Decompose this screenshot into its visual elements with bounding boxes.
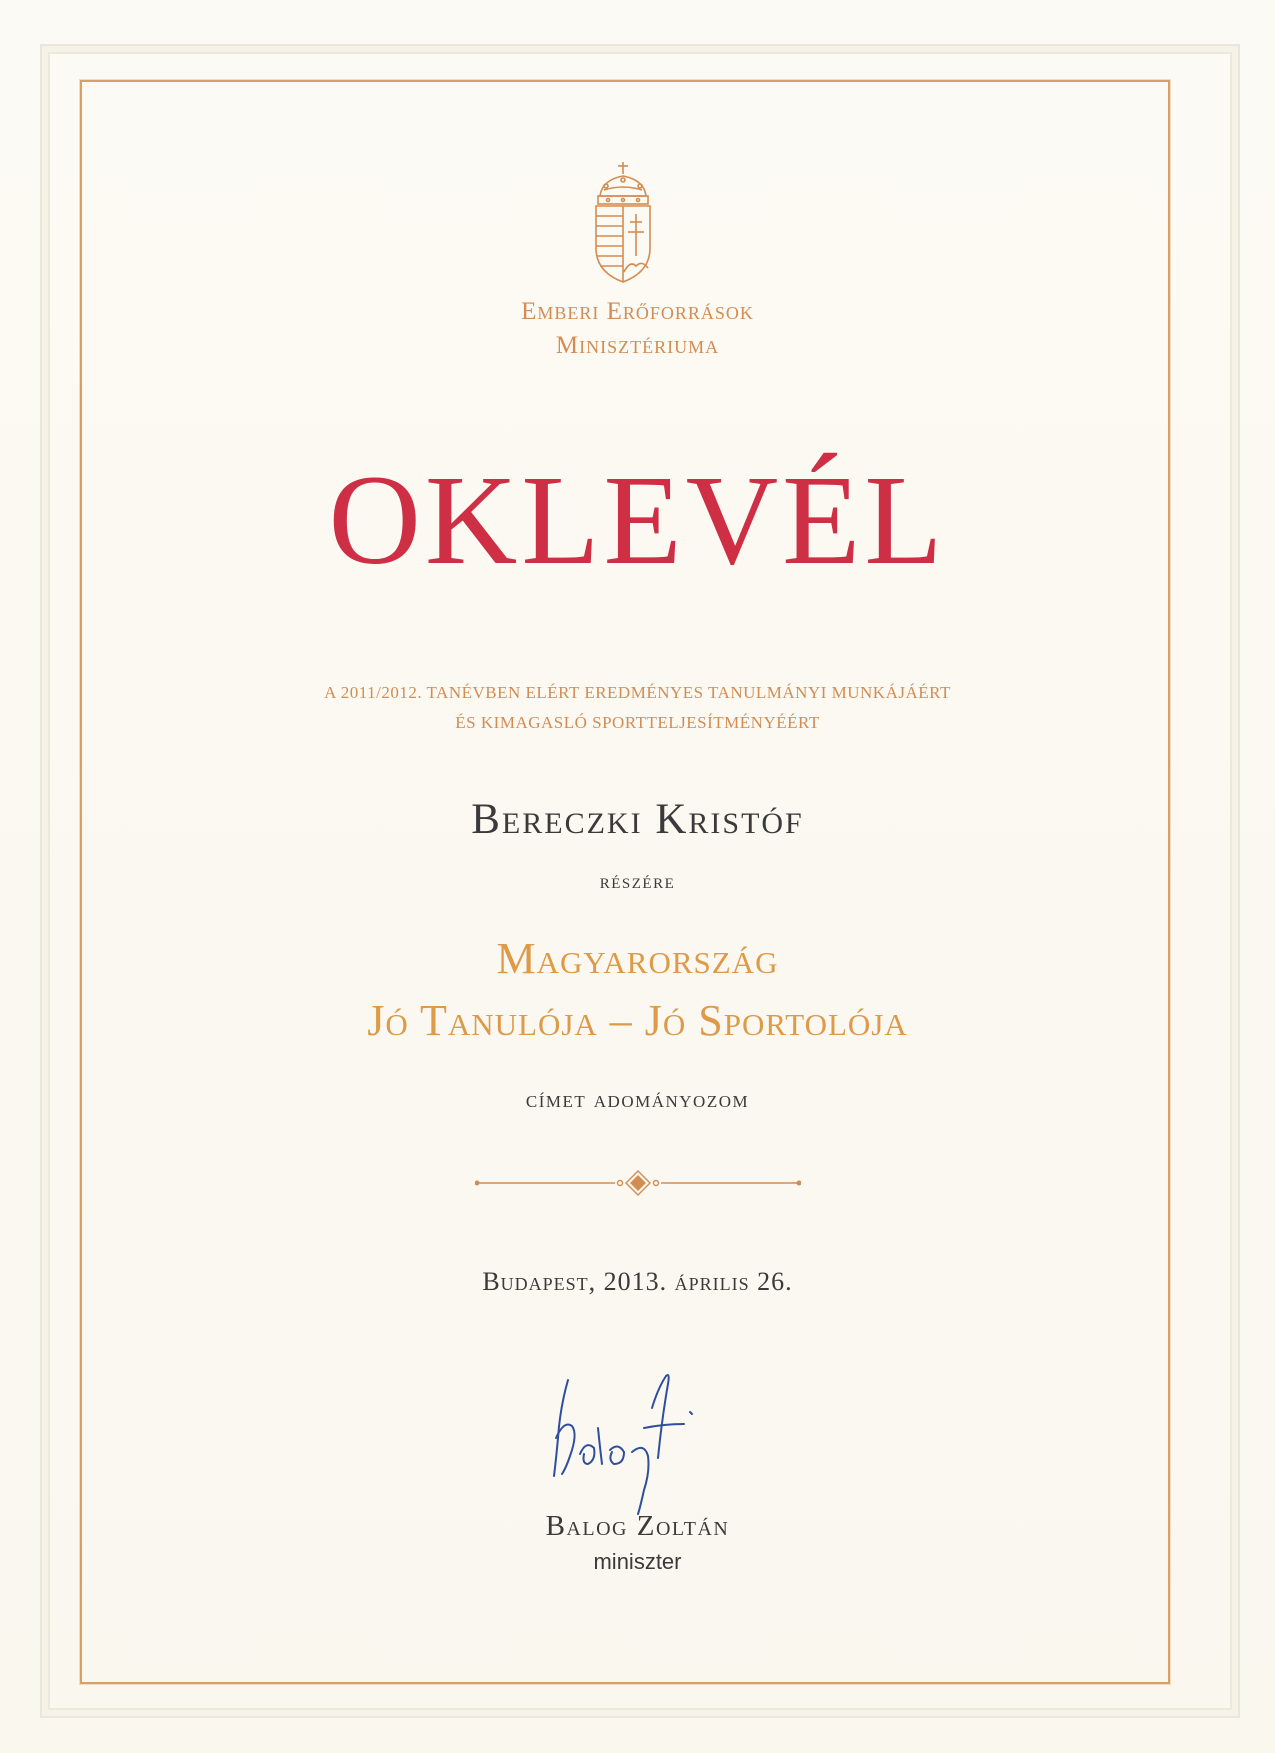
recipient-for-label: részére <box>599 868 676 893</box>
grant-text: címet adományozom <box>525 1087 750 1113</box>
signer-name: Balog Zoltán <box>545 1510 730 1542</box>
ministry-line-1: Emberi Erőforrások <box>521 298 754 325</box>
award-line-2: Jó Tanulója – Jó Sportolója <box>367 996 908 1045</box>
award-title <box>0 928 1275 1052</box>
signer-role: miniszter <box>593 1549 682 1574</box>
ministry-name <box>0 295 1275 363</box>
certificate-title: OKLEVÉL <box>328 449 947 591</box>
issue-date: Budapest, 2013. április 26. <box>482 1267 793 1296</box>
award-reason <box>0 678 1275 738</box>
reason-line-1: A 2011/2012. TANÉVBEN ELÉRT EREDMÉNYES TANULMÁNYI MUNKÁJÁÉRT <box>324 683 951 702</box>
ministry-line-2: Minisztériuma <box>555 332 720 359</box>
hungarian-coat-of-arms-icon <box>590 160 656 284</box>
award-line-1: Magyarország <box>496 934 779 983</box>
ornamental-divider-icon <box>475 1170 801 1196</box>
recipient-name: Bereczki Kristóf <box>471 796 804 843</box>
signature-icon <box>540 1368 730 1518</box>
reason-line-2: ÉS KIMAGASLÓ SPORTTELJESÍTMÉNYÉÉRT <box>455 713 820 732</box>
